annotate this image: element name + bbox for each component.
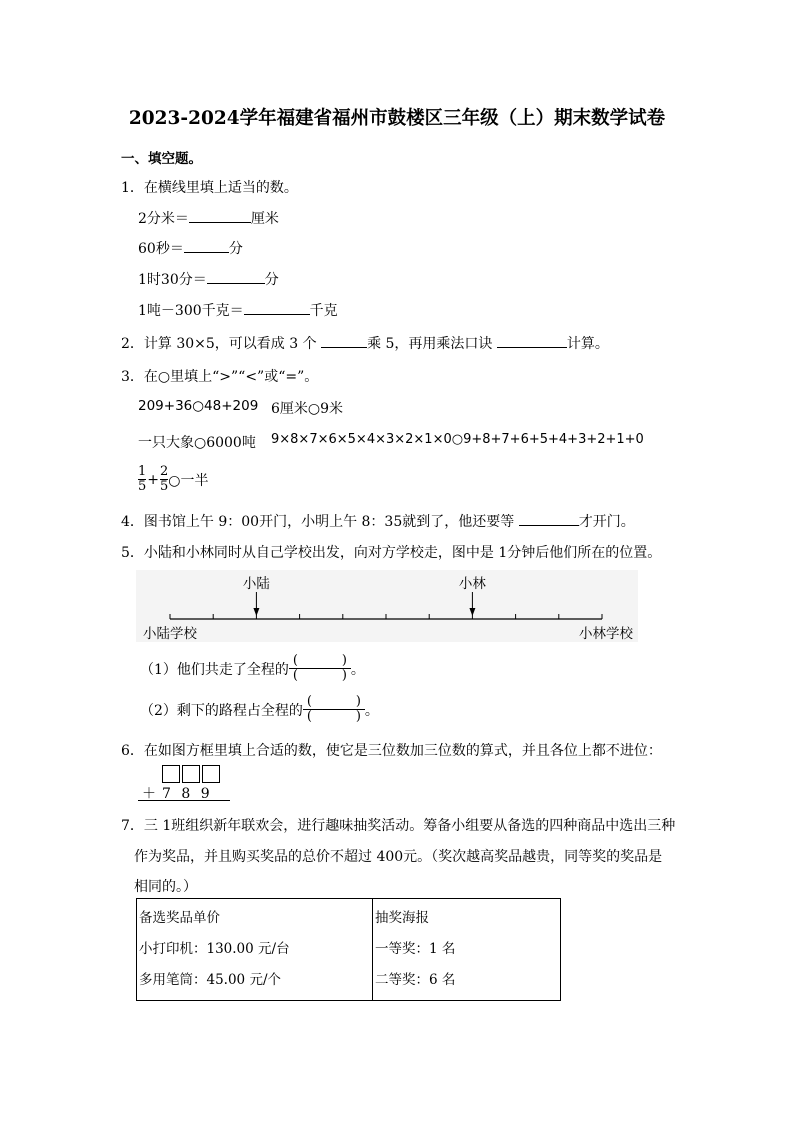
q6-stem: 6．在如图方框里填上合适的数，使它是三位数加三位数的算式，并且各位上都不进位：: [121, 743, 662, 759]
numerator: 1: [138, 464, 147, 479]
q3-d: 9×8×7×6×5×4×3×2×1×0○9+8+7+6+5+4+3+2+1+0: [271, 432, 644, 447]
school-label-left: 小陆学校: [143, 626, 197, 642]
answer-blank[interactable]: [497, 335, 567, 348]
digit-box[interactable]: [182, 765, 200, 783]
denominator: 5: [160, 479, 169, 494]
table-text: 抽奖海报: [375, 910, 429, 926]
q1-item-left: 1时30分＝: [138, 272, 207, 288]
prize-table: [136, 898, 561, 1001]
q1-item-right: 千克: [309, 303, 338, 319]
q7-line: 作为奖品，并且购买奖品的总价不超过 400元。（奖次越高奖品越贵，同等奖的奖品是: [134, 849, 663, 865]
answer-fraction[interactable]: [289, 654, 351, 683]
number-line-figure: [136, 570, 638, 642]
q1-stem: 1．在横线里填上适当的数。: [121, 180, 298, 196]
q5-sub2-text: （2）剩下的路程占全程的: [140, 702, 303, 719]
answer-fraction[interactable]: [303, 695, 365, 724]
answer-blank[interactable]: [321, 335, 367, 348]
numerator: ( ): [292, 653, 347, 668]
q2-text: 乘 5，再用乘法口诀: [367, 336, 493, 352]
page-title: 2023-2024学年福建省福州市鼓楼区三年级（上）期末数学试卷: [128, 108, 666, 129]
q2-text: 2．计算 30×5，可以看成 3 个: [121, 336, 317, 352]
q3-stem: 3．在○里填上“>”“<”或“=”。: [121, 369, 319, 385]
table-text: 备选奖品单价: [139, 910, 220, 926]
table-text: 一等奖：1 名: [375, 941, 456, 957]
school-label-right: 小林学校: [579, 626, 633, 642]
digit-box[interactable]: [202, 765, 220, 783]
q1-item-left: 1吨－300千克＝: [138, 303, 244, 319]
q3-e-tail: ○一半: [168, 472, 209, 489]
person-label-xiaolu: 小陆: [242, 576, 270, 592]
q1-item: [138, 269, 279, 289]
answer-blank[interactable]: [207, 271, 265, 284]
fraction: [160, 465, 168, 494]
arrowhead-icon: [253, 608, 259, 616]
table-text: 小打印机：130.00 元/台: [139, 941, 290, 957]
fraction: [138, 465, 146, 494]
q3-b: 6厘米○9米: [271, 401, 344, 417]
q5-sub1: [140, 654, 365, 683]
q1-item: [138, 208, 279, 228]
q2: [121, 333, 609, 353]
plus-sign: ＋: [142, 786, 156, 802]
plus-sign: +: [147, 471, 160, 488]
q4: [121, 511, 635, 531]
table-text: 多用笔筒：45.00 元/个: [139, 972, 281, 988]
section-heading: 一、填空题。: [121, 151, 202, 167]
q3-c: 一只大象○6000吨: [138, 435, 256, 451]
arrowhead-icon: [469, 608, 475, 616]
denominator: 5: [138, 479, 147, 494]
q3-a: 209+36○48+209: [138, 398, 259, 414]
denominator: ( ): [292, 668, 347, 683]
numerator: 2: [160, 464, 169, 479]
q7-line: 7．三 1班组织新年联欢会，进行趣味抽奖活动。筹备小组要从备选的四种商品中选出三种: [121, 818, 676, 834]
sum-line: [138, 800, 230, 801]
q1-item-right: 分: [228, 241, 243, 257]
q1-item-right: 厘米: [250, 211, 279, 227]
numerator: ( ): [306, 694, 361, 709]
prize-price-cell: [137, 899, 373, 1001]
answer-blank[interactable]: [519, 513, 579, 526]
q5-sub2: [140, 695, 379, 724]
q3-e: [138, 465, 209, 494]
addend-digits: 7 8 9: [162, 786, 213, 802]
period: 。: [350, 661, 365, 678]
q2-text: 计算。: [566, 336, 609, 352]
q4-text: 4．图书馆上午 9：00开门，小明上午 8：35就到了，他还要等: [121, 514, 515, 530]
digit-box[interactable]: [162, 765, 180, 783]
lottery-poster-cell: [373, 899, 561, 1001]
q1-item: [138, 300, 338, 320]
q5-sub1-text: （1）他们共走了全程的: [140, 661, 289, 678]
q1-item-left: 60秒＝: [138, 241, 184, 257]
denominator: ( ): [306, 709, 361, 724]
answer-blank[interactable]: [244, 302, 310, 315]
answer-blank[interactable]: [189, 210, 251, 223]
table-text: 二等奖：6 名: [375, 972, 456, 988]
q1-item: [138, 238, 243, 258]
q5-stem: 5．小陆和小林同时从自己学校出发，向对方学校走，图中是 1分钟后他们所在的位置。: [121, 545, 662, 561]
answer-blank[interactable]: [184, 240, 229, 253]
q4-text: 才开门。: [578, 514, 635, 530]
period: 。: [364, 702, 379, 719]
q1-item-right: 分: [264, 272, 279, 288]
q7-line: 相同的。）: [134, 879, 197, 895]
person-label-xiaolin: 小林: [458, 576, 486, 592]
number-line: [136, 570, 638, 642]
q1-item-left: 2分米＝: [138, 211, 189, 227]
